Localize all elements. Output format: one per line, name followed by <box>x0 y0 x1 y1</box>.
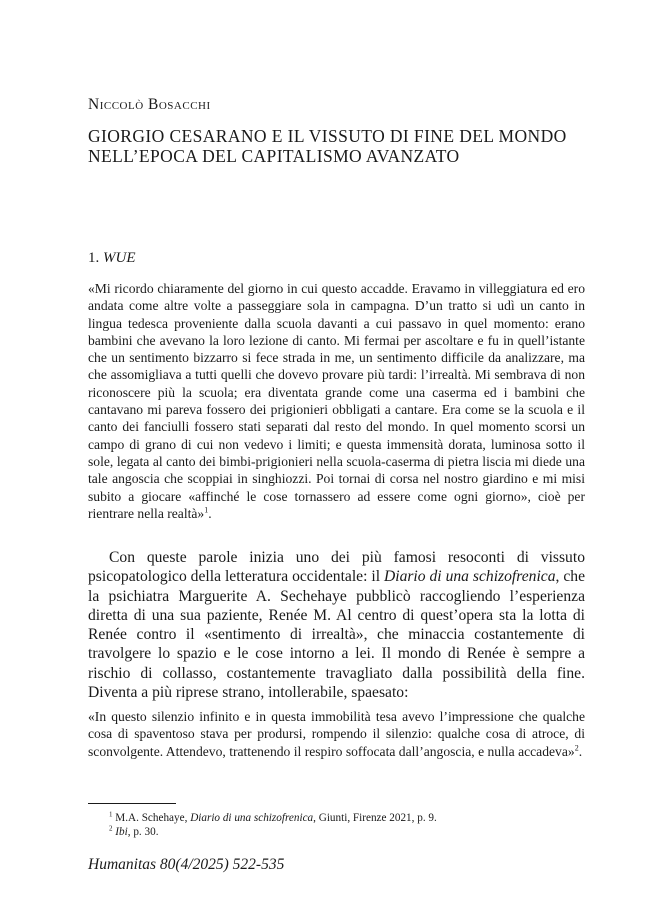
block-quote-2: «In questo silenzio infinito e in questa immobilità tesa avevo l’impressione che qualche cosa di spaventoso stava per prodursi, rompendo il silenzio: qualche cosa di atroce, di sconvolgente. Attendevo, trattenendo il respiro soffocata dall’angoscia, e nulla accadeva»$^2$. <box>88 709 585 759</box>
footnote-text: M.A. Schehaye, <box>115 812 191 824</box>
article-page <box>88 0 585 910</box>
quote-1-text: «Mi ricordo chiaramente del giorno in cui questo accadde. Eravamo in villeggiatura ed ero andata come altre volte a passeggiare sola in campagna. D’un tratto si udì un canto in lingua tedesca proveniente dalla scuola davanti a cui passavo in quel momento: erano bambini che avevano la loro lezione di canto. Mi fermai per ascoltare e fu in quell’istante che un sentimento bizzarro si fece strada in me, un sentimento difficile da analizzare, ma che assomigliava a tutti quelli che dovevo provare più tardi: l’irrealtà. Mi sembrava di non riconoscere più la scuola; era diventata grande come una caserma ed i bambini che cantavano mi pareva fossero dei prigionieri obbligati a cantare. Era come se la scuola e il canto dei fanciulli fossero stati separati dal resto del mondo. In quel momento scorsi un campo di grano di cui non vedevo i limiti; e questa immensità dorata, luminosa sotto il sole, legata al canto dei bimbi-prigionieri nella scuola-caserma di pietra liscia mi diede una tale angoscia che scoppiai in singhiozzi. Poi tornai di corsa nel nostro giardino e mi misi subito a giocare «affinché le cose tornassero ad essere come ogni giorno», cioè per rientrare nella realtà» <box>88 281 585 521</box>
footnote-ref-2[interactable]: 2 <box>574 743 579 753</box>
work-title: Diario di una schizofrenica <box>383 568 556 586</box>
footnote-divider <box>88 803 176 804</box>
body-text-1: Con queste parole inizia uno dei più famosi resoconti di vissuto psicopatologico della letteratura occidentale: il <box>88 549 585 586</box>
article-title: GIORGIO CESARANO E IL VISSUTO DI FINE DEL MONDO NELL’EPOCA DEL CAPITALISMO AVANZATO <box>88 126 567 166</box>
footnote-italic: Diario di una schizofrenica <box>190 812 314 824</box>
body-text-2: , che la psichiatra Marguerite A. Sechehaye pubblicò raccogliendo l’esperienza diretta di una sua paziente, Renée M. Al centro di quest’opera sta la lotta di Renée contro il «sentimento di irrealtà», che minaccia costantemente di travolgere lo spazio e le cose intorno a lei. Il mondo di Renée è sempre a rischio di collasso, costantemente travagliato dalla possibilità della fine. Diventa a più riprese strano, intollerabile, spaesato: <box>88 568 585 702</box>
author-name: Niccolò Bosacchi <box>88 96 211 113</box>
footnote-1 <box>109 811 579 825</box>
block-quote-1: «Mi ricordo chiaramente del giorno in cui questo accadde. Eravamo in villeggiatura ed ero andata come altre volte a passeggiare sola in campagna. D’un tratto si udì un canto in lingua tedesca proveniente dalla scuola davanti a cui passavo in quel momento: erano bambini che avevano la loro lezione di canto. Mi fermai per ascoltare e fu in quell’istante che un sentimento bizzarro si fece strada in me, un sentimento difficile da analizzare, ma che assomigliava a tutti quelli che dovevo provare più tardi: l’irrealtà. Mi sembrava di non riconoscere più la scuola; era diventata grande come una caserma ed i bambini che cantavano mi pareva fossero dei prigionieri obbligati a cantare. Era come se la scuola e il canto dei fanciulli fossero stati separati dal resto del mondo. In quel momento scorsi un campo di grano di cui non vedevo i limiti; e questa immensità dorata, luminosa sotto il sole, legata al canto dei bimbi-prigionieri nella scuola-caserma di pietra liscia mi diede una tale angoscia che scoppiai in singhiozzi. Poi tornai di corsa nel nostro giardino e mi misi subito a giocare «affinché le cose tornassero ad essere come ogni giorno», cioè per rientrare nella realtà»$^1$. <box>88 281 585 521</box>
body-paragraph <box>88 548 585 702</box>
footnote-text: , Giunti, Firenze 2021, p. 9. <box>313 812 437 824</box>
section-heading <box>88 250 136 267</box>
footnote-ref-1[interactable]: 1 <box>204 505 209 515</box>
footnotes <box>109 811 579 839</box>
footnote-text: , p. 30. <box>127 826 159 838</box>
quote-2-text: «In questo silenzio infinito e in questa immobilità tesa avevo l’impressione che qualche cosa di spaventoso stava per prodursi, rompendo il silenzio: qualche cosa di atroce, di sconvolgente. Attendevo, trattenendo il respiro soffocata dall’angoscia, e nulla accadeva» <box>88 709 585 759</box>
section-number: 1. <box>88 250 100 266</box>
footnote-number: 2 <box>109 824 113 833</box>
journal-citation: Humanitas 80(4/2025) 522-535 <box>88 856 285 873</box>
footnote-italic: Ibi <box>115 826 128 838</box>
section-name: WUE <box>103 250 136 266</box>
footnote-number: 1 <box>109 810 113 819</box>
footnote-2 <box>109 825 579 839</box>
